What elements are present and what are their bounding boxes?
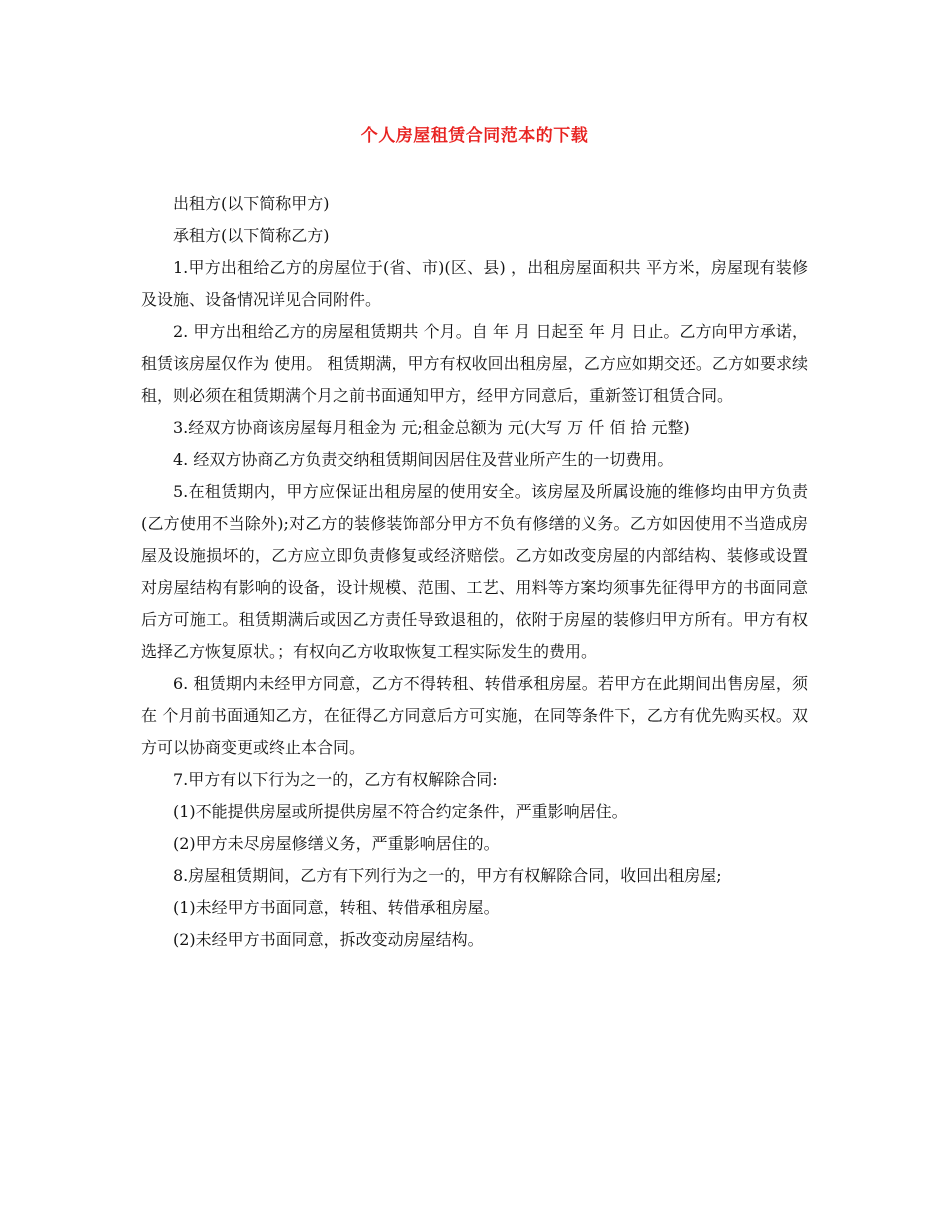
paragraph-clause-1: 1.甲方出租给乙方的房屋位于(省、市)(区、县) ，出租房屋面积共 平方米，房屋现有装修及设施、设备情况详见合同附件。 bbox=[141, 258, 808, 309]
paragraph-clause-8-item-2: (2)未经甲方书面同意，拆改变动房屋结构。 bbox=[173, 930, 484, 949]
paragraph-clause-5: 5.在租赁期内，甲方应保证出租房屋的使用安全。该房屋及所属设施的维修均由甲方负责(乙方使用不当除外);对乙方的装修装饰部分甲方不负有修缮的义务。乙方如因使用不当造成房屋及设施损坏的，乙方应立即负责修复或经济赔偿。乙方如改变房屋的内部结构、装修或设置对房屋结构有影响的设备，设计规模、范围、工艺、用料等方案均须事先征得甲方的书面同意后方可施工。租赁期满后或因乙方责任导致退租的，依附于房屋的装修归甲方所有。甲方有权选择乙方恢复原状。；有权向乙方收取恢复工程实际发生的费用。 bbox=[141, 482, 808, 661]
document-title: 个人房屋租赁合同范本的下载 bbox=[360, 126, 589, 146]
paragraph-lessee: 承租方(以下简称乙方) bbox=[173, 226, 330, 245]
paragraph-clause-7-item-1: (1)不能提供房屋或所提供房屋不符合约定条件，严重影响居住。 bbox=[173, 802, 628, 821]
paragraph-clause-4: 4. 经双方协商乙方负责交纳租赁期间因居住及营业所产生的一切费用。 bbox=[173, 450, 674, 469]
paragraph-clause-3: 3.经双方协商该房屋每月租金为 元;租金总额为 元(大写 万 仟 佰 拾 元整) bbox=[173, 418, 690, 437]
paragraph-clause-2: 2. 甲方出租给乙方的房屋租赁期共 个月。自 年 月 日起至 年 月 日止。乙方向甲方承诺，租赁该房屋仅作为 使用。 租赁期满，甲方有权收回出租房屋，乙方应如期交还。乙方如要求续租，则必须在租赁期满个月之前书面通知甲方，经甲方同意后，重新签订租赁合同。 bbox=[141, 322, 808, 405]
paragraph-clause-7: 7.甲方有以下行为之一的，乙方有权解除合同: bbox=[173, 770, 498, 789]
paragraph-lessor: 出租方(以下简称甲方) bbox=[173, 194, 330, 213]
document-body bbox=[141, 188, 808, 956]
paragraph-clause-6: 6. 租赁期内未经甲方同意，乙方不得转租、转借承租房屋。若甲方在此期间出售房屋，须在 个月前书面通知乙方，在征得乙方同意后方可实施，在同等条件下，乙方有优先购买权。双方可以协商变更或终止本合同。 bbox=[141, 674, 808, 757]
paragraph-clause-8-item-1: (1)未经甲方书面同意，转租、转借承租房屋。 bbox=[173, 898, 500, 917]
paragraph-clause-7-item-2: (2)甲方未尽房屋修缮义务，严重影响居住的。 bbox=[173, 834, 500, 853]
paragraph-clause-8: 8.房屋租赁期间，乙方有下列行为之一的，甲方有权解除合同，收回出租房屋; bbox=[173, 866, 722, 885]
